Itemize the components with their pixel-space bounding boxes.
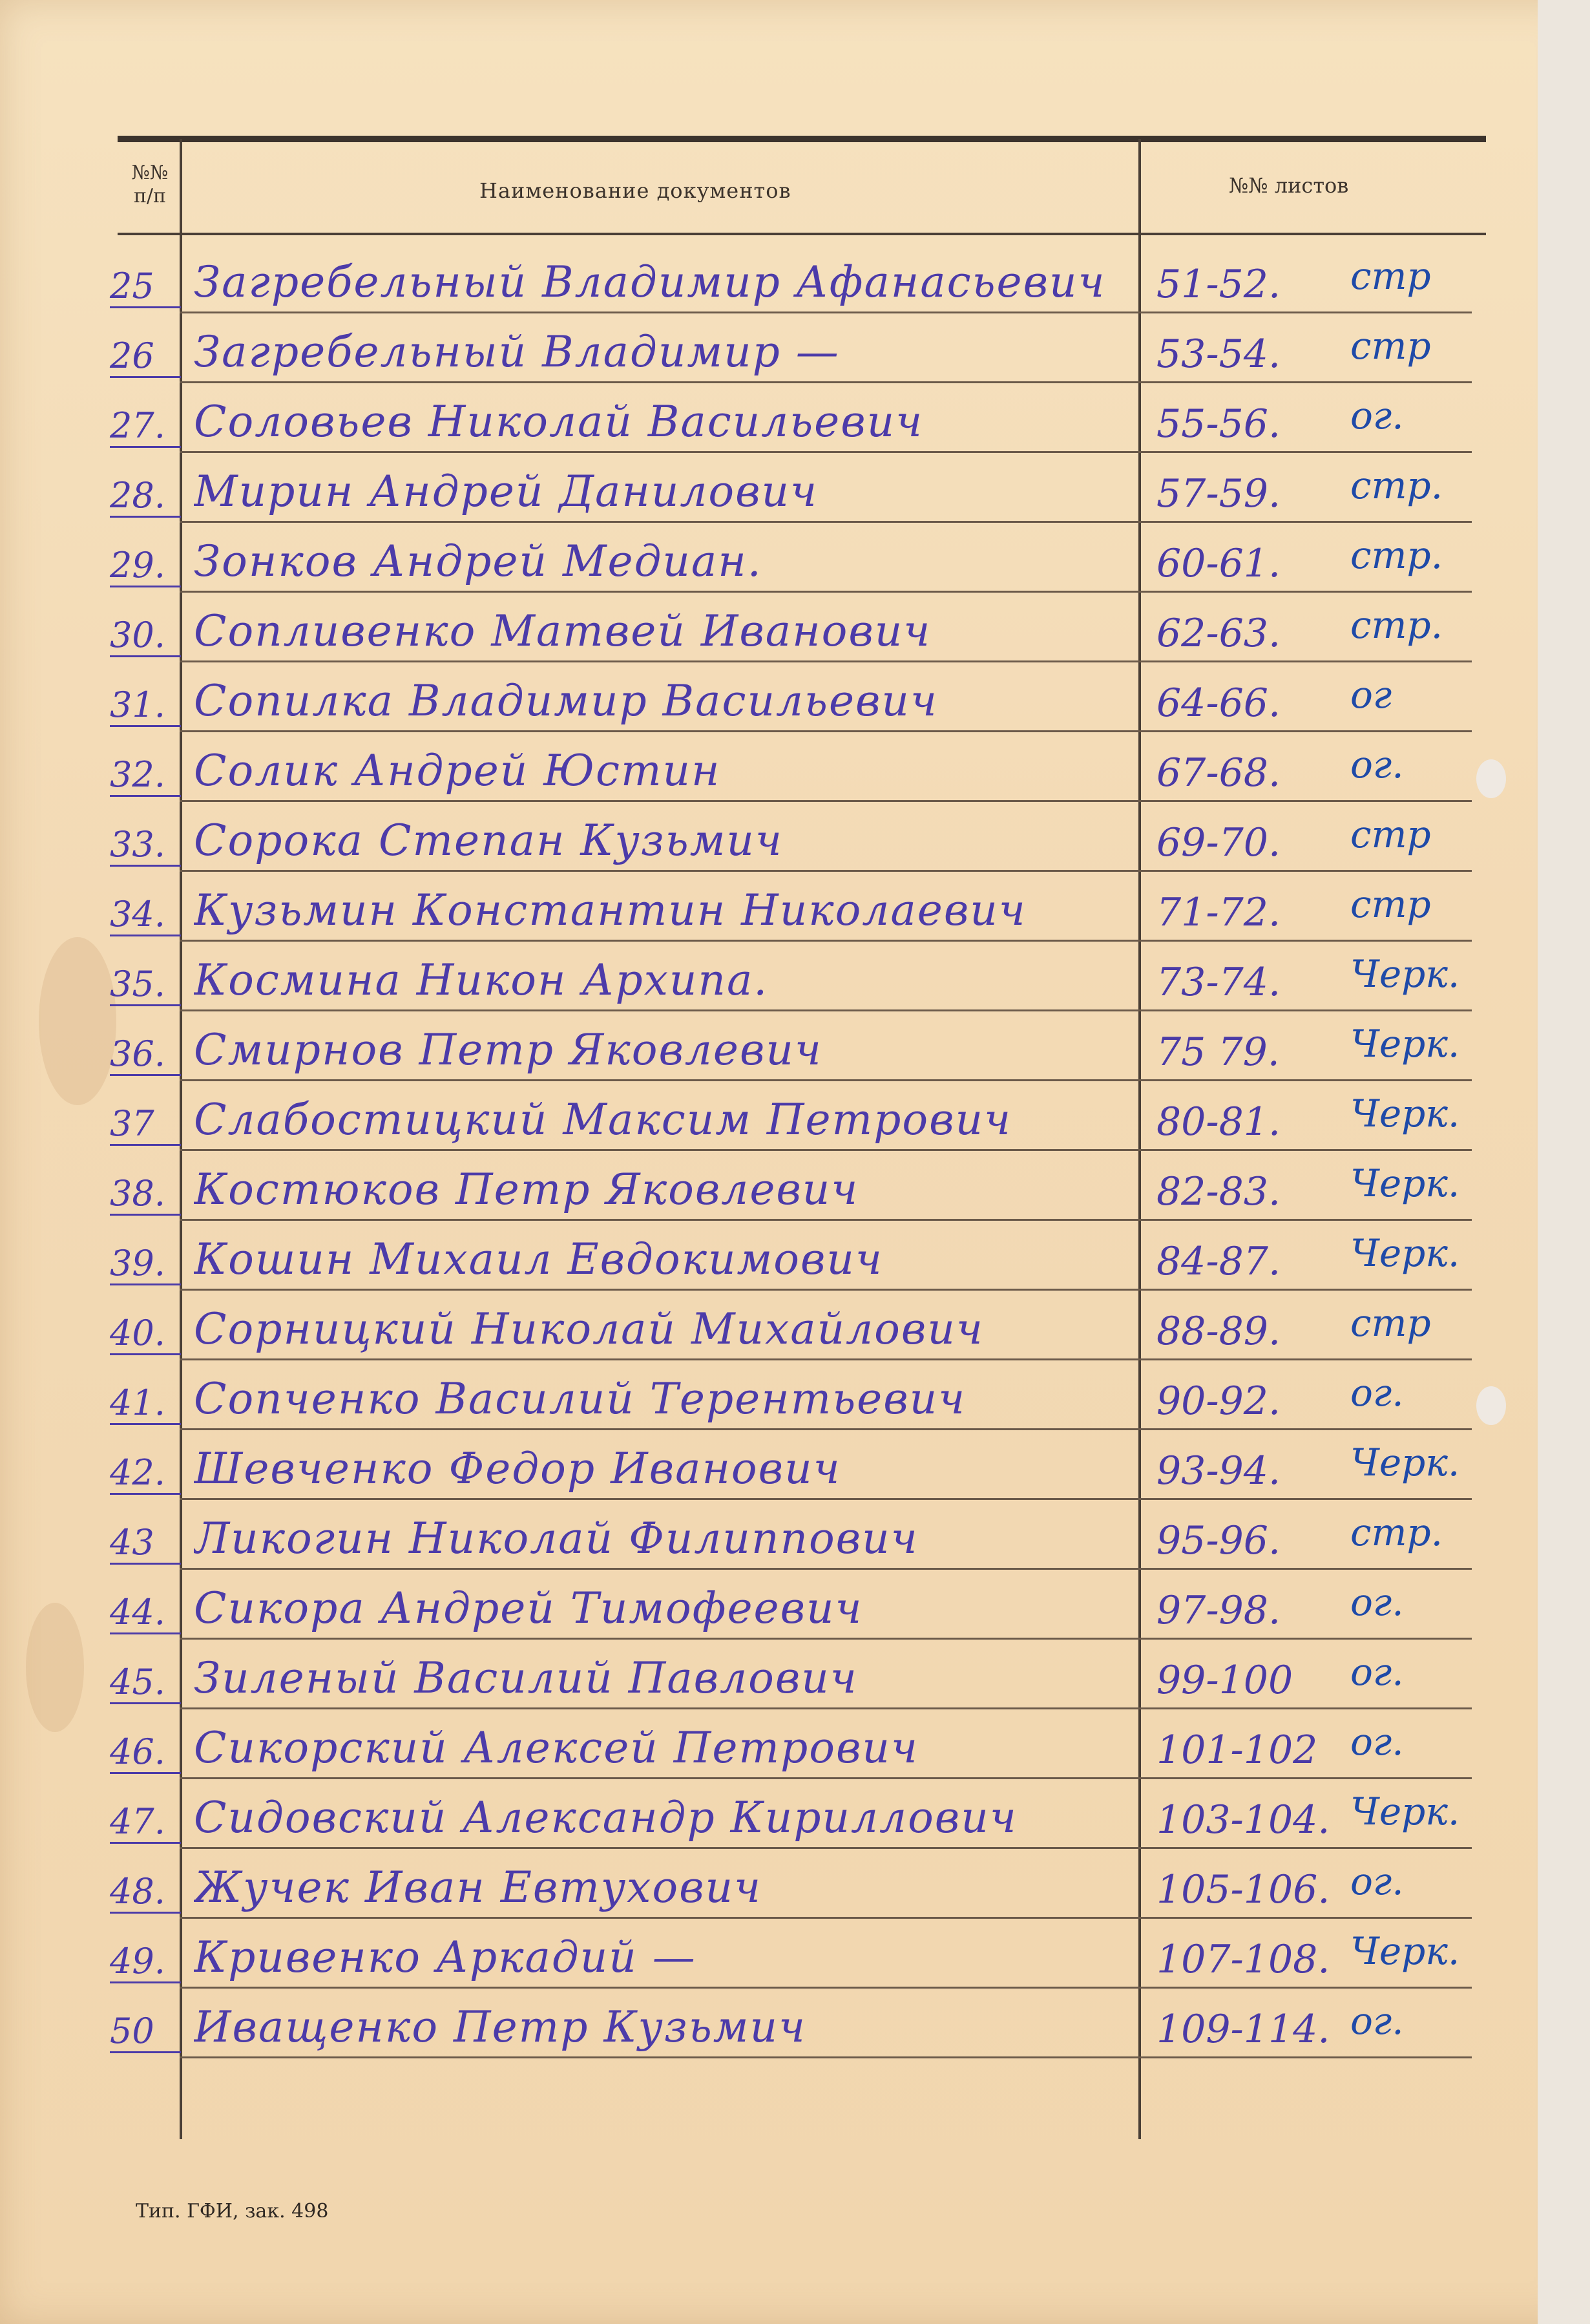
table-row bbox=[0, 655, 1590, 732]
table-row bbox=[0, 1841, 1590, 1919]
row-name: Мирин Андрей Данилович bbox=[194, 467, 819, 516]
row-name: Зиленый Василий Павлович bbox=[194, 1653, 858, 1703]
punch-hole bbox=[1476, 1386, 1506, 1425]
punch-hole bbox=[1476, 759, 1506, 798]
row-sheets: 99-100 bbox=[1156, 1658, 1293, 1703]
row-sheets: 97-98. bbox=[1156, 1588, 1281, 1633]
row-mark: ог. bbox=[1350, 1999, 1404, 2043]
table-row bbox=[0, 1981, 1590, 2058]
row-sheets: 88-89. bbox=[1156, 1309, 1281, 1354]
row-number: 34. bbox=[110, 894, 181, 936]
row-mark: ог. bbox=[1350, 743, 1404, 787]
row-name: Кузьмин Константин Николаевич bbox=[194, 885, 1027, 935]
row-sheets: 75 79. bbox=[1156, 1030, 1280, 1075]
row-sheets: 107-108. bbox=[1156, 1937, 1330, 1982]
row-sheets: 51-52. bbox=[1156, 262, 1281, 307]
table-row bbox=[0, 724, 1590, 802]
row-number: 50 bbox=[110, 2011, 181, 2053]
row-number: 35. bbox=[110, 964, 181, 1006]
row-name: Космина Никон Архипа. bbox=[194, 955, 769, 1005]
row-sheets: 64-66. bbox=[1156, 681, 1281, 726]
row-sheets: 80-81. bbox=[1156, 1099, 1281, 1145]
row-mark: Черк. bbox=[1350, 1022, 1460, 1066]
row-sheets: 82-83. bbox=[1156, 1169, 1281, 1214]
row-number: 41. bbox=[110, 1382, 181, 1425]
row-number: 31. bbox=[110, 684, 181, 727]
row-number: 43 bbox=[110, 1522, 181, 1565]
row-number: 28. bbox=[110, 475, 181, 518]
row-name: Сикора Андрей Тимофеевич bbox=[194, 1583, 863, 1633]
row-number: 38. bbox=[110, 1173, 181, 1216]
table-row bbox=[0, 306, 1590, 383]
table-row bbox=[0, 1562, 1590, 1640]
row-name: Костюков Петр Яковлевич bbox=[194, 1165, 859, 1214]
row-name: Солик Андрей Юстин bbox=[194, 746, 721, 796]
row-mark: Черк. bbox=[1350, 952, 1460, 996]
row-name: Кошин Михаил Евдокимович bbox=[194, 1234, 883, 1284]
row-name: Сидовский Александр Кириллович bbox=[194, 1793, 1018, 1843]
row-sheets: 57-59. bbox=[1156, 471, 1281, 516]
row-name: Шевченко Федор Иванович bbox=[194, 1444, 841, 1494]
row-number: 48. bbox=[110, 1871, 181, 1914]
row-sheets: 90-92. bbox=[1156, 1379, 1281, 1424]
scan-background-strip bbox=[1538, 0, 1590, 2324]
row-name: Иващенко Петр Кузьмич bbox=[194, 2002, 807, 2052]
table-row bbox=[0, 1911, 1590, 1989]
row-number: 25 bbox=[110, 266, 181, 308]
row-mark: стр bbox=[1350, 324, 1431, 368]
table-row bbox=[0, 1143, 1590, 1221]
row-number: 46. bbox=[110, 1731, 181, 1774]
row-number: 37 bbox=[110, 1103, 181, 1146]
row-name: Сикорский Алексей Петрович bbox=[194, 1723, 919, 1773]
row-sheets: 62-63. bbox=[1156, 611, 1281, 656]
table-row bbox=[0, 1632, 1590, 1709]
row-mark: Черк. bbox=[1350, 1790, 1460, 1833]
table-row bbox=[0, 1353, 1590, 1430]
row-mark: Черк. bbox=[1350, 1161, 1460, 1205]
row-sheets: 95-96. bbox=[1156, 1518, 1281, 1563]
row-mark: ог. bbox=[1350, 1859, 1404, 1903]
row-name: Кривенко Аркадий — bbox=[194, 1932, 696, 1982]
row-mark: стр. bbox=[1350, 463, 1443, 507]
row-name: Загребельный Владимир — bbox=[194, 327, 840, 377]
row-sheets: 67-68. bbox=[1156, 750, 1281, 796]
table-row bbox=[0, 934, 1590, 1011]
row-mark: Черк. bbox=[1350, 1231, 1460, 1275]
table-row bbox=[0, 1213, 1590, 1291]
row-name: Сопливенко Матвей Иванович bbox=[194, 606, 932, 656]
row-number: 45. bbox=[110, 1662, 181, 1704]
row-mark: ог. bbox=[1350, 394, 1404, 438]
row-number: 29. bbox=[110, 545, 181, 587]
row-name: Ликогин Николай Филиппович bbox=[194, 1514, 919, 1563]
row-sheets: 84-87. bbox=[1156, 1239, 1281, 1284]
row-sheets: 101-102 bbox=[1156, 1727, 1318, 1773]
row-mark: стр. bbox=[1350, 1510, 1443, 1554]
table-row bbox=[0, 1492, 1590, 1570]
table-row bbox=[0, 1073, 1590, 1151]
table-row bbox=[0, 864, 1590, 942]
printer-imprint: Тип. ГФИ, зак. 498 bbox=[136, 2200, 329, 2223]
row-sheets: 103-104. bbox=[1156, 1797, 1330, 1843]
table-row bbox=[0, 1283, 1590, 1360]
row-number: 47. bbox=[110, 1801, 181, 1844]
row-name: Соловьев Николай Васильевич bbox=[194, 397, 924, 447]
header-number-text: №№ п/п bbox=[131, 162, 169, 207]
row-name: Сопилка Владимир Васильевич bbox=[194, 676, 938, 726]
row-number: 33. bbox=[110, 824, 181, 867]
row-mark: стр bbox=[1350, 254, 1431, 298]
row-sheets: 71-72. bbox=[1156, 890, 1281, 935]
row-number: 26 bbox=[110, 335, 181, 378]
header-sheets-label: №№ листов bbox=[1229, 173, 1349, 198]
row-name: Слабостицкий Максим Петрович bbox=[194, 1095, 1012, 1145]
row-mark: стр. bbox=[1350, 603, 1443, 647]
row-name: Загребельный Владимир Афанасьевич bbox=[194, 257, 1106, 307]
row-mark: ог. bbox=[1350, 1720, 1404, 1764]
row-name: Сорока Степан Кузьмич bbox=[194, 816, 783, 865]
row-name: Сорницкий Николай Михайлович bbox=[194, 1304, 984, 1354]
row-mark: ог. bbox=[1350, 1650, 1404, 1694]
row-name: Зонков Андрей Медиан. bbox=[194, 536, 762, 586]
table-row bbox=[0, 585, 1590, 662]
row-sheets: 53-54. bbox=[1156, 332, 1281, 377]
row-number: 49. bbox=[110, 1941, 181, 1983]
row-mark: стр bbox=[1350, 812, 1431, 856]
row-number: 36. bbox=[110, 1033, 181, 1076]
row-number: 44. bbox=[110, 1592, 181, 1634]
row-mark: ог bbox=[1350, 673, 1392, 717]
table-row bbox=[0, 515, 1590, 593]
table-row bbox=[0, 375, 1590, 453]
row-mark: Черк. bbox=[1350, 1929, 1460, 1973]
row-name: Смирнов Петр Яковлевич bbox=[194, 1025, 822, 1075]
row-number: 30. bbox=[110, 615, 181, 657]
row-mark: Черк. bbox=[1350, 1441, 1460, 1484]
header-name-label: Наименование документов bbox=[479, 178, 791, 203]
row-rule bbox=[180, 2056, 1472, 2058]
row-mark: стр. bbox=[1350, 533, 1443, 577]
row-sheets: 55-56. bbox=[1156, 401, 1281, 447]
table-row bbox=[0, 1422, 1590, 1500]
row-sheets: 109-114. bbox=[1156, 2007, 1330, 2052]
table-row bbox=[0, 1771, 1590, 1849]
row-number: 42. bbox=[110, 1452, 181, 1495]
row-mark: ог. bbox=[1350, 1580, 1404, 1624]
row-number: 27. bbox=[110, 405, 181, 448]
row-sheets: 105-106. bbox=[1156, 1867, 1330, 1912]
row-number: 40. bbox=[110, 1313, 181, 1355]
row-name: Сопченко Василий Терентьевич bbox=[194, 1374, 967, 1424]
row-name: Жучек Иван Евтухович bbox=[194, 1863, 762, 1912]
table-row bbox=[0, 794, 1590, 872]
table-row bbox=[0, 1004, 1590, 1081]
row-sheets: 73-74. bbox=[1156, 960, 1281, 1005]
row-number: 32. bbox=[110, 754, 181, 797]
table-row bbox=[0, 236, 1590, 313]
row-mark: стр bbox=[1350, 882, 1431, 926]
row-sheets: 60-61. bbox=[1156, 541, 1281, 586]
table-row bbox=[0, 445, 1590, 523]
row-mark: Черк. bbox=[1350, 1092, 1460, 1136]
row-mark: ог. bbox=[1350, 1371, 1404, 1415]
table-row bbox=[0, 1702, 1590, 1779]
row-number: 39. bbox=[110, 1243, 181, 1285]
row-mark: стр bbox=[1350, 1301, 1431, 1345]
row-sheets: 93-94. bbox=[1156, 1448, 1281, 1494]
row-sheets: 69-70. bbox=[1156, 820, 1281, 865]
